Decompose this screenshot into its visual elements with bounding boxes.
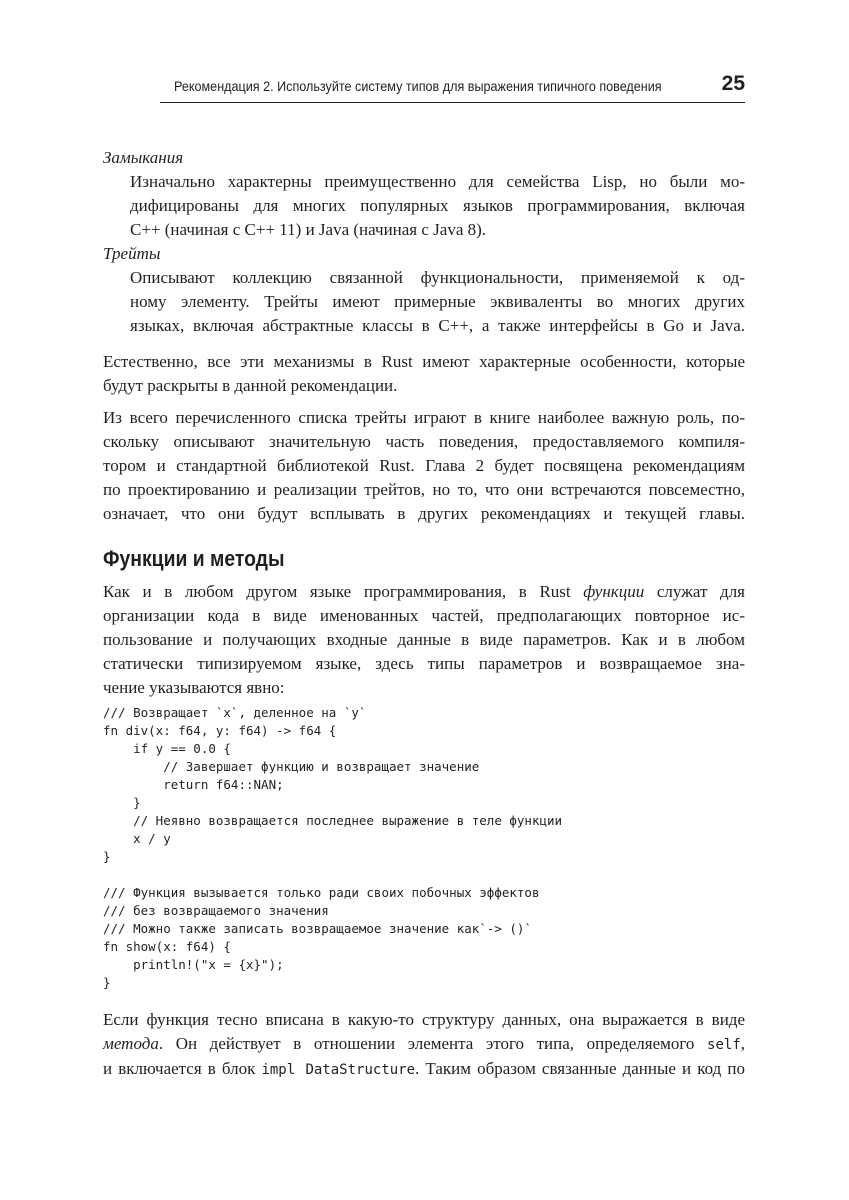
text-line: статически типизируемом языке, здесь типы параметров и возвращаемое зна- bbox=[103, 654, 745, 673]
text: . Он действует в отношении элемента этого типа, определяемого bbox=[158, 1034, 708, 1053]
text: Как и в любом другом языке программирования, в Rust bbox=[103, 582, 584, 601]
text-line: организации кода в виде именованных частей, предполагающих повторное ис- bbox=[103, 606, 745, 625]
text-line: чение указываются явно: bbox=[103, 678, 285, 697]
text: . Таким образом связанные данные и код по bbox=[415, 1059, 745, 1078]
running-header bbox=[160, 72, 745, 103]
text-line: по проектированию и реализации трейтов, но то, что они встречаются повсеместно, bbox=[103, 480, 745, 499]
paragraph bbox=[103, 406, 745, 526]
section-outro bbox=[103, 1008, 745, 1082]
paragraph bbox=[103, 350, 745, 398]
text: служат для bbox=[644, 582, 745, 601]
text-line: Из всего перечисленного списка трейты играют в книге наиболее важную роль, по- bbox=[103, 408, 745, 427]
text: , bbox=[740, 1034, 745, 1053]
text-line: ному элементу. Трейты имеют примерные эквиваленты во многих других bbox=[130, 292, 745, 311]
text-line: Описывают коллекцию связанной функциональности, применяемой к од- bbox=[130, 268, 745, 287]
text-line: тором и стандартной библиотекой Rust. Глава 2 будет посвящена рекомендациям bbox=[103, 456, 745, 475]
text-line: будут раскрыты в данной рекомендации. bbox=[103, 376, 398, 395]
definition-closures bbox=[103, 146, 745, 338]
inline-code: impl DataStructure bbox=[261, 1062, 416, 1078]
text-line: пользование и получающих входные данные в виде параметров. Как и в любом bbox=[103, 630, 745, 649]
text: и включается в блок bbox=[103, 1059, 262, 1078]
text-line: дифицированы для многих популярных языков программирования, включая bbox=[130, 196, 745, 215]
text-line: Если функция тесно вписана в какую-то структуру данных, она выражается в виде bbox=[103, 1010, 745, 1029]
code-listing: /// Возвращает `x`, деленное на `y` fn div(x: f64, y: f64) -> f64 { if y == 0.0 { // Завершает функцию и возвращает значение return f64::NAN; } // Неявно возвращается последнее выражение в теле функции x / y } /// Функция вызывается только ради своих побочных эффектов /// без возвращаемого значения /// Можно также записать возвращаемое значение как`-> ()` fn show(x: f64) { println!("x = {x}"); } bbox=[103, 705, 563, 990]
inline-code: self bbox=[707, 1037, 741, 1053]
text-line: C++ (начиная с C++ 11) и Java (начиная с Java 8). bbox=[130, 220, 487, 239]
emphasis: функции bbox=[583, 582, 645, 601]
text-line: означает, что они будут всплывать в других рекомендациях и текущей главы. bbox=[103, 504, 745, 523]
definition-term: Замыкания bbox=[103, 148, 184, 167]
section-intro bbox=[103, 580, 745, 700]
definition-term: Трейты bbox=[103, 244, 161, 263]
page-number: 25 bbox=[721, 72, 745, 95]
section-heading: Функции и методы bbox=[103, 546, 285, 571]
text-line: Изначально характерны преимущественно для семейства Lisp, но были мо- bbox=[130, 172, 745, 191]
text-line: языках, включая абстрактные классы в C++, а также интерфейсы в Go и Java. bbox=[130, 316, 745, 335]
header-title: Рекомендация 2. Используйте систему типов для выражения типичного поведения bbox=[174, 78, 662, 94]
text-line: скольку описывают значительную часть поведения, предоставляемого компиля- bbox=[103, 432, 745, 451]
text-line: Естественно, все эти механизмы в Rust имеют характерные особенности, которые bbox=[103, 352, 745, 371]
emphasis: метода bbox=[103, 1034, 159, 1053]
